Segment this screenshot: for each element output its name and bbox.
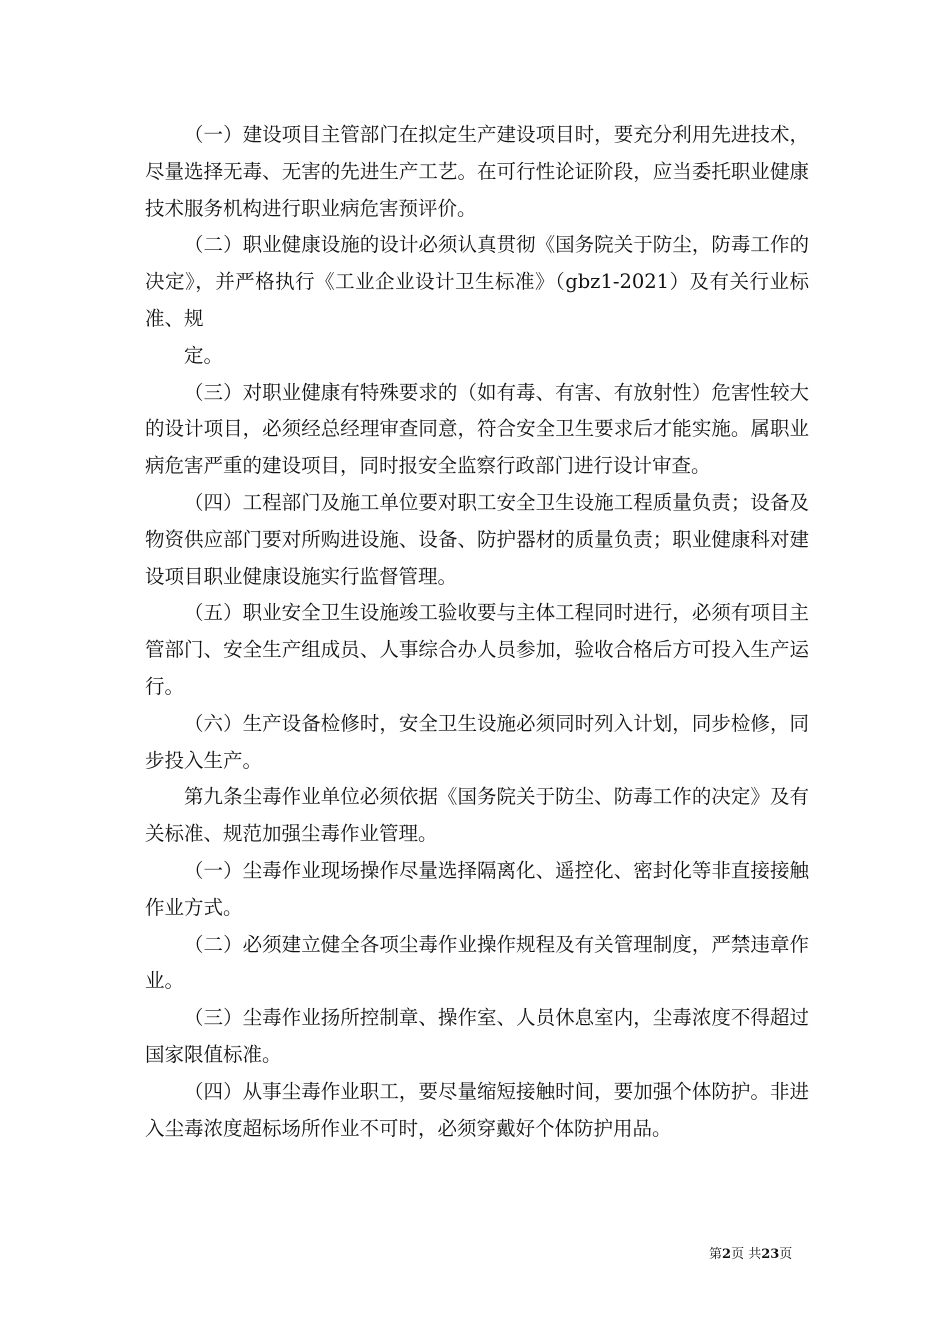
paragraph-6: （五）职业安全卫生设施竣工验收要与主体工程同时进行，必须有项目主管部门、安全生产组成员、人事综合办人员参加，验收合格后方可投入生产运行。 [145, 601, 809, 698]
paragraph-1: （一）建设项目主管部门在拟定生产建设项目时，要充分利用先进技术，尽量选择无毒、无害的先进生产工艺。在可行性论证阶段，应当委托职业健康技术服务机构进行职业病危害预评价。 [145, 123, 809, 220]
paragraph-11: （三）尘毒作业扬所控制章、操作室、人员休息室内，尘毒浓度不得超过国家限值标准。 [145, 1006, 809, 1066]
page-number-footer [709, 1247, 792, 1263]
paragraph-10: （二）必须建立健全各项尘毒作业操作规程及有关管理制度，严禁违章作业。 [145, 932, 809, 993]
paragraph-5: （四）工程部门及施工单位要对职工安全卫生设施工程质量负责；设备及物资供应部门要对所购进设施、设备、防护器材的质量负责；职业健康科对建设项目职业健康设施实行监督管理。 [145, 490, 809, 588]
current-page-number: 2 [722, 1247, 732, 1262]
paragraph-9: （一）尘毒作业现场操作尽量选择隔离化、遥控化、密封化等非直接接触作业方式。 [145, 858, 809, 919]
paragraph-7: （六）生产设备检修时，安全卫生设施必须同时列入计划，同步检修，同步投入生产。 [145, 711, 809, 772]
footer-prefix: 第 [709, 1247, 723, 1262]
paragraph-2: （二）职业健康设施的设计必须认真贯彻《国务院关于防尘，防毒工作的决定》，并严格执行《工业企业设计卫生标准》（gbz1-2021）及有关行业标准、规 [145, 233, 809, 330]
paragraph-3: 定。 [184, 343, 224, 367]
total-page-count: 23 [761, 1247, 780, 1262]
document-body [145, 117, 809, 1147]
footer-middle: 页 共 [731, 1247, 762, 1262]
footer-suffix: 页 [779, 1247, 793, 1262]
paragraph-12: （四）从事尘毒作业职工，要尽量缩短接触时间，要加强个体防护。非进入尘毒浓度超标场所作业不可时，必须穿戴好个体防护用品。 [145, 1079, 809, 1140]
paragraph-4: （三）对职业健康有特殊要求的（如有毒、有害、有放射性）危害性较大的设计项目，必须经总经理审查同意，符合安全卫生要求后才能实施。属职业病危害严重的建设项目，同时报安全监察行政部门进行设计审查。 [145, 380, 809, 478]
paragraph-8: 第九条尘毒作业单位必须依据《国务院关于防尘、防毒工作的决定》及有关标准、规范加强尘毒作业管理。 [145, 785, 809, 846]
